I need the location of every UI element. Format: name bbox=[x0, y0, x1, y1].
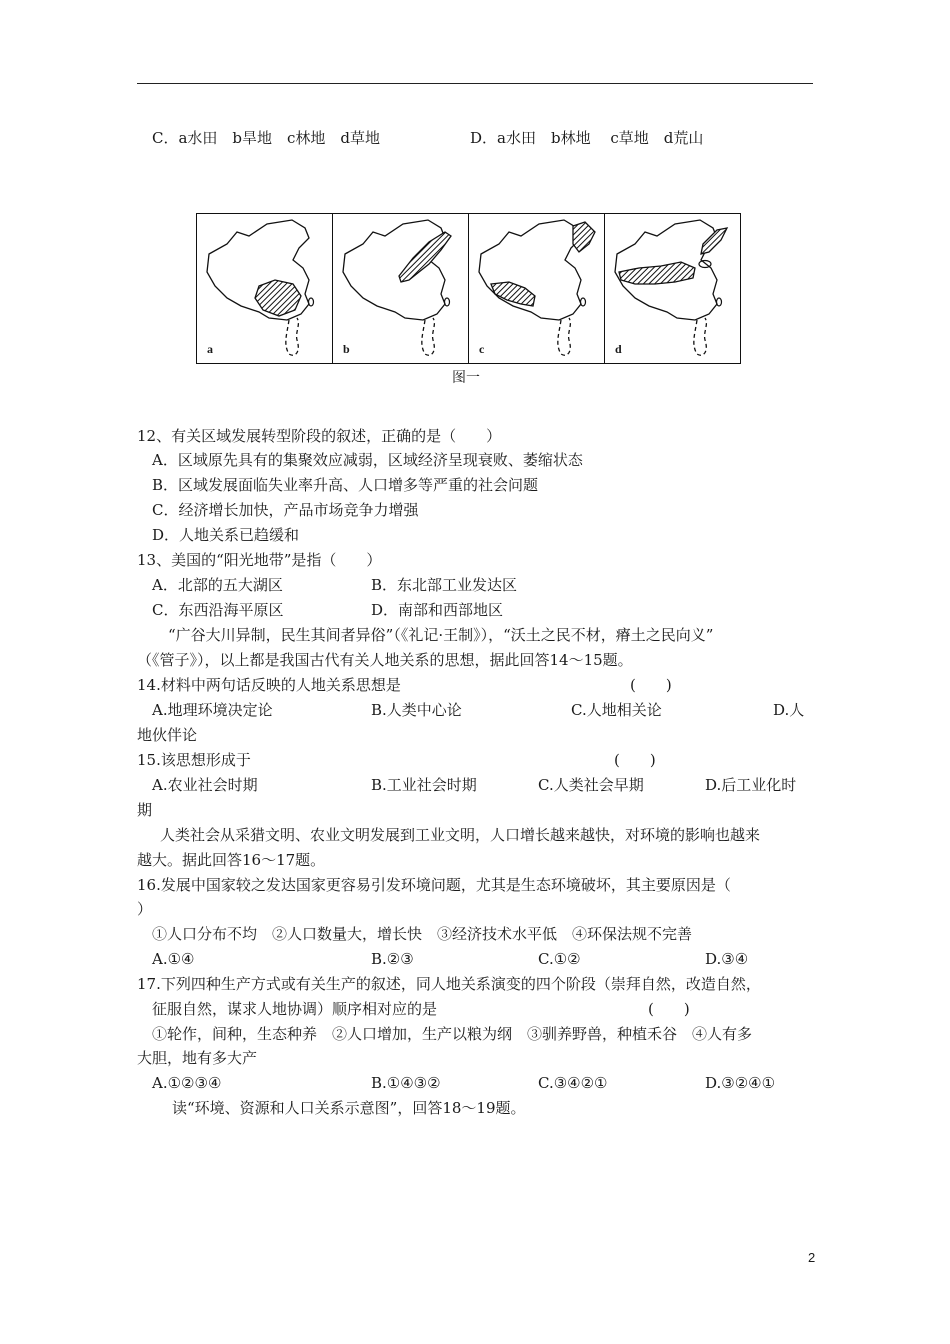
q13-option-b: B．东北部工业发达区 bbox=[371, 576, 518, 594]
q11-option-d: D．a水田 b林地 c草地 d荒山 bbox=[470, 129, 704, 147]
q14-option-d-continued: 地伙伴论 bbox=[137, 726, 198, 744]
q14-option-b: B.人类中心论 bbox=[371, 701, 462, 719]
map-label-b: b bbox=[343, 342, 350, 356]
q17-option-d: D.③②④① bbox=[705, 1074, 776, 1092]
map-panel-b bbox=[333, 214, 469, 363]
map-panel-c bbox=[469, 214, 605, 363]
q15-option-c: C.人类社会早期 bbox=[538, 776, 644, 794]
q15-option-b: B.工业社会时期 bbox=[371, 776, 477, 794]
q14-stem: 14.材料中两句话反映的人地关系思想是 bbox=[137, 676, 401, 694]
china-map-b bbox=[333, 214, 467, 363]
china-map-c bbox=[469, 214, 603, 363]
q12-stem: 12、有关区域发展转型阶段的叙述，正确的是（ ） bbox=[137, 427, 502, 445]
q14-answer-paren: ( ) bbox=[630, 676, 672, 694]
map-label-c: c bbox=[479, 342, 485, 356]
q16-option-c: C.①② bbox=[538, 950, 581, 968]
q14-option-d: D.人 bbox=[773, 701, 805, 719]
q17-items-line2: 大胆，地有多大产 bbox=[137, 1049, 258, 1067]
q13-option-a: A．北部的五大湖区 bbox=[152, 576, 283, 594]
q12-option-d: D．人地关系已趋缓和 bbox=[152, 526, 300, 544]
passage1-line2: （《管子》），以上都是我国古代有关人地关系的思想，据此回答14～15题。 bbox=[137, 651, 633, 669]
map-label-a: a bbox=[207, 342, 213, 356]
q16-option-b: B.②③ bbox=[371, 950, 414, 968]
q17-option-c: C.③④②① bbox=[538, 1074, 608, 1092]
q15-option-d-continued: 期 bbox=[137, 801, 153, 819]
q16-option-d: D.③④ bbox=[705, 950, 749, 968]
q15-option-a: A.农业社会时期 bbox=[152, 776, 258, 794]
passage2-line1: 人类社会从采猎文明、农业文明发展到工业文明，人口增长越来越快，对环境的影响也越来 bbox=[160, 826, 761, 844]
map-panel-a bbox=[197, 214, 333, 363]
q16-stem-line2: ） bbox=[137, 900, 153, 918]
q17-items-line1: ①轮作，间种，生态种养 ②人口增加，生产以粮为纲 ③驯养野兽，种植禾谷 ④人有多 bbox=[152, 1025, 753, 1043]
q17-stem-line2: 征服自然，谋求人地协调）顺序相对应的是 bbox=[152, 1000, 438, 1018]
q17-stem-line1: 17.下列四种生产方式或有关生产的叙述，同人地关系演变的四个阶段（崇拜自然，改造自然， bbox=[137, 975, 761, 993]
map-label-d: d bbox=[615, 342, 622, 356]
figure-caption: 图一 bbox=[452, 370, 480, 386]
q17-option-a: A.①②③④ bbox=[152, 1074, 222, 1092]
q13-option-c: C．东西沿海平原区 bbox=[152, 601, 284, 619]
header-rule bbox=[137, 83, 813, 84]
closing-instruction: 读“环境、资源和人口关系示意图”，回答18～19题。 bbox=[172, 1099, 526, 1117]
q17-answer-paren: ( ) bbox=[648, 1000, 690, 1018]
q16-stem-line1: 16.发展中国家较之发达国家更容易引发环境问题，尤其是生态环境破坏，其主要原因是（ bbox=[137, 876, 731, 894]
q11-option-c: C．a水田 b旱地 c林地 d草地 bbox=[152, 129, 381, 147]
china-map-d bbox=[605, 214, 739, 363]
q12-option-a: A．区域原先具有的集聚效应减弱，区域经济呈现衰败、萎缩状态 bbox=[152, 451, 583, 469]
q17-option-b: B.①④③② bbox=[371, 1074, 441, 1092]
passage1-line1: “广谷大川异制，民生其间者异俗”（《礼记·王制》），“沃土之民不材，瘠土之民向义” bbox=[168, 626, 714, 644]
page-number: 2 bbox=[808, 1250, 816, 1265]
q12-option-c: C．经济增长加快，产品市场竞争力增强 bbox=[152, 501, 419, 519]
q13-stem: 13、美国的“阳光地带”是指（ ） bbox=[137, 551, 382, 569]
q13-option-d: D．南部和西部地区 bbox=[371, 601, 504, 619]
passage2-line2: 越大。据此回答16～17题。 bbox=[137, 851, 326, 869]
q16-items: ①人口分布不均 ②人口数量大，增长快 ③经济技术水平低 ④环保法规不完善 bbox=[152, 925, 693, 943]
q14-option-c: C.人地相关论 bbox=[571, 701, 662, 719]
q12-option-b: B．区域发展面临失业率升高、人口增多等严重的社会问题 bbox=[152, 476, 539, 494]
q16-option-a: A.①④ bbox=[152, 950, 195, 968]
q15-answer-paren: ( ) bbox=[614, 751, 656, 769]
china-map-a bbox=[197, 214, 331, 363]
q15-stem: 15.该思想形成于 bbox=[137, 751, 251, 769]
q15-option-d: D.后工业化时 bbox=[705, 776, 797, 794]
china-maps-figure bbox=[196, 213, 741, 364]
q14-option-a: A.地理环境决定论 bbox=[152, 701, 273, 719]
map-panel-d bbox=[605, 214, 740, 363]
